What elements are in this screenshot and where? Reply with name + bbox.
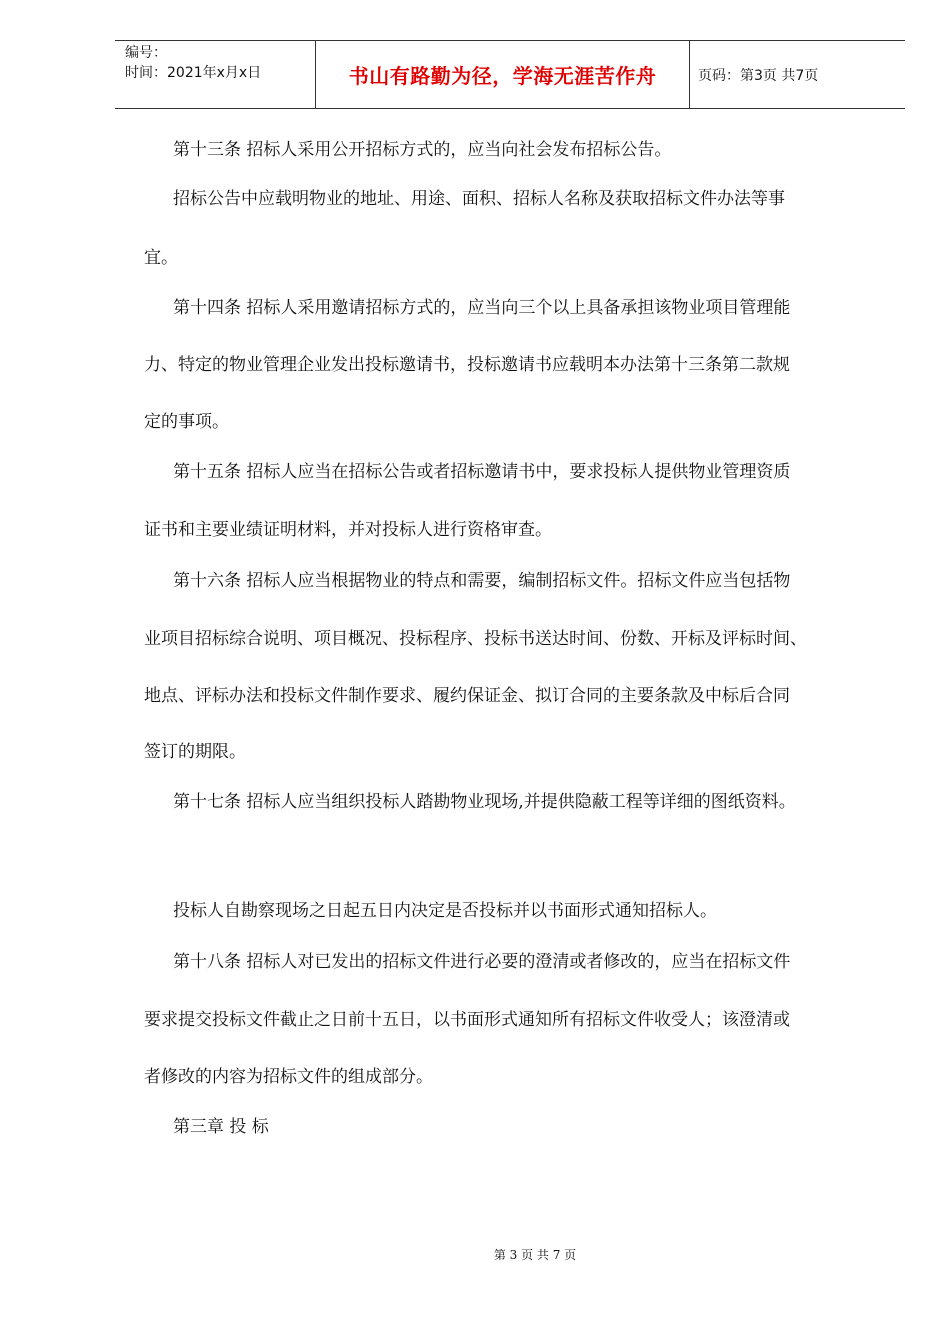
chapter-heading: 第三章 投 标 [173, 1117, 269, 1137]
paragraph-line: 要求提交投标文件截止之日前十五日，以书面形式通知所有招标文件收受人；该澄清或 [144, 1010, 790, 1030]
paragraph-line: 第十八条 招标人对已发出的招标文件进行必要的澄清或者修改的，应当在招标文件 [173, 952, 791, 972]
paragraph-line: 证书和主要业绩证明材料，并对投标人进行资格审查。 [144, 520, 552, 540]
paragraph-line: 招标公告中应载明物业的地址、用途、面积、招标人名称及获取招标文件办法等事 [173, 189, 785, 209]
paragraph-line: 宜。 [144, 248, 178, 268]
document-number-label: 编号： [125, 45, 167, 61]
document-time-label: 时间：2021年x月x日 [125, 65, 262, 81]
page-header [115, 40, 905, 109]
paragraph-line: 签订的期限。 [144, 742, 246, 762]
paragraph-line: 力、特定的物业管理企业发出投标邀请书，投标邀请书应载明本办法第十三条第二款规 [144, 355, 790, 375]
paragraph-line: 第十六条 招标人应当根据物业的特点和需要，编制招标文件。招标文件应当包括物 [173, 571, 791, 591]
paragraph-line: 者修改的内容为招标文件的组成部分。 [144, 1067, 433, 1087]
paragraph-line: 投标人自勘察现场之日起五日内决定是否投标并以书面形式通知招标人。 [173, 901, 717, 921]
paragraph-line: 第十七条 招标人应当组织投标人踏勘物业现场,并提供隐蔽工程等详细的图纸资料。 [173, 792, 796, 812]
header-meta [115, 41, 316, 108]
paragraph-line: 第十五条 招标人应当在招标公告或者招标邀请书中，要求投标人提供物业管理资质 [173, 462, 791, 482]
header-motto: 书山有路勤为径，学海无涯苦作舟 [316, 41, 690, 108]
paragraph-line: 第十四条 招标人采用邀请招标方式的，应当向三个以上具备承担该物业项目管理能 [173, 298, 791, 318]
page-footer: 第 3 页 共 7 页 [493, 1248, 577, 1262]
paragraph-line: 第十三条 招标人采用公开招标方式的，应当向社会发布招标公告。 [173, 140, 672, 160]
paragraph-line: 业项目招标综合说明、项目概况、投标程序、投标书送达时间、份数、开标及评标时间、 [144, 629, 807, 649]
paragraph-line: 地点、评标办法和投标文件制作要求、履约保证金、拟订合同的主要条款及中标后合同 [144, 686, 790, 706]
paragraph-line: 定的事项。 [144, 412, 229, 432]
header-page-info: 页码：第3页 共7页 [698, 67, 819, 84]
